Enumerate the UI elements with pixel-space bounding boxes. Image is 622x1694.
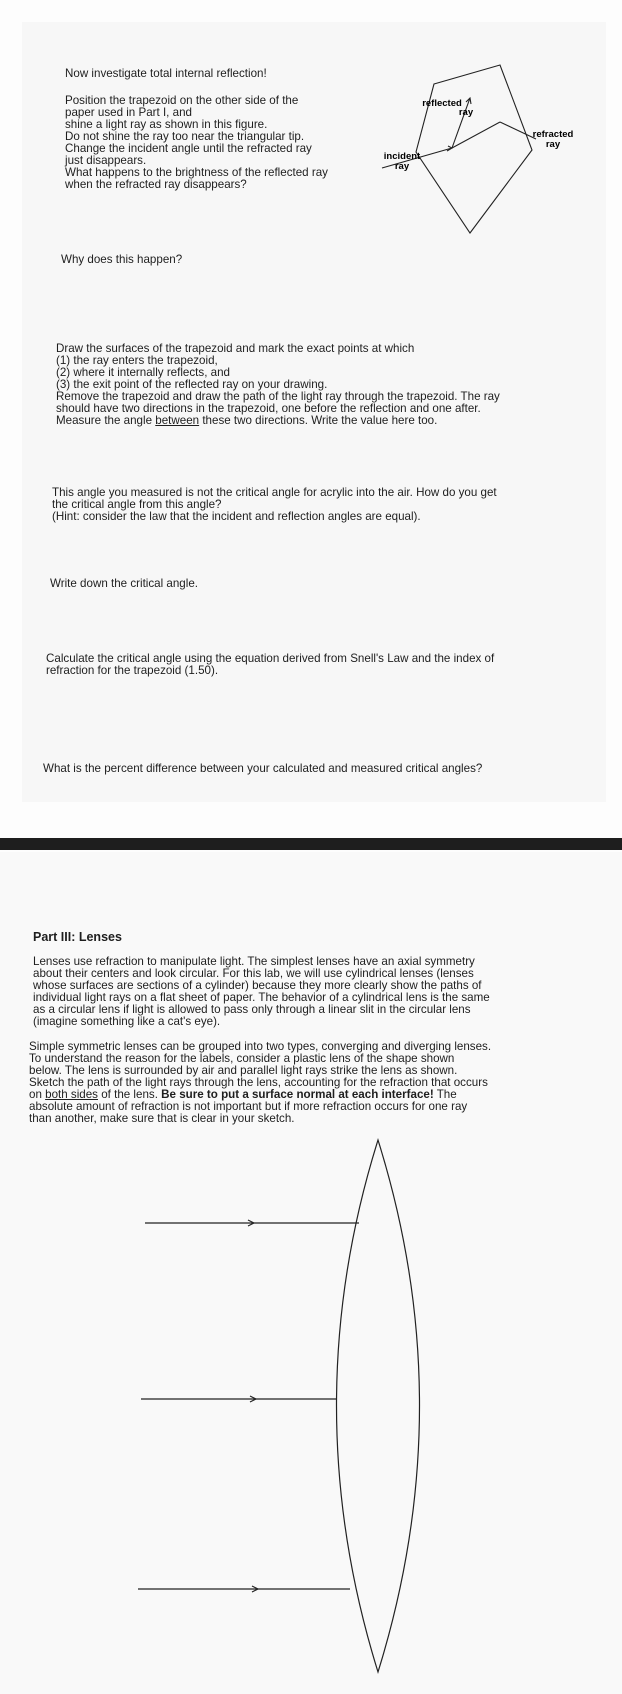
part2-para3-line: (Hint: consider the law that the incident and reflection angles are equal). — [52, 510, 421, 523]
part2-para1-line: just disappears. — [65, 154, 147, 167]
part2-para3-line: the critical angle from this angle? — [52, 498, 222, 511]
part2-para1-line: Position the trapezoid on the other side of the — [65, 94, 299, 107]
question-percent-difference: What is the percent difference between your calculated and measured critical angles? — [43, 762, 483, 775]
part2-para3-line: This angle you measured is not the critical angle for acrylic into the air. How do you get — [52, 486, 497, 499]
part3-para2-line: absolute amount of refraction is not important but if more refraction occurs for one ray — [29, 1100, 468, 1113]
question-why: Why does this happen? — [61, 253, 183, 266]
reflected-label: reflected — [422, 98, 462, 109]
part3-heading: Part III: Lenses — [33, 930, 122, 944]
incident-ray-label: ray — [394, 161, 410, 172]
biconvex-lens-shape — [337, 1140, 420, 1672]
part3-para1-line: Lenses use refraction to manipulate light. The simplest lenses have an axial symmetry — [33, 955, 475, 968]
text-span: on — [29, 1088, 46, 1101]
part2-para2-line: Draw the surfaces of the trapezoid and mark the exact points at which — [56, 342, 415, 355]
part2-para1-line: paper used in Part I, and — [65, 106, 192, 119]
part3-para1-line: individual light rays on a flat sheet of paper. The behavior of a cylindrical lens is the same — [33, 991, 490, 1004]
part2-para1-line: Change the incident angle until the refracted ray — [65, 142, 312, 155]
part2-para2-line: Remove the trapezoid and draw the path of the light ray through the trapezoid. The ray — [56, 390, 500, 403]
underlined-words: both sides — [45, 1088, 98, 1101]
part2-para1-line: Do not shine the ray too near the triangular tip. — [65, 130, 305, 143]
part3-para1-line: whose surfaces are sections of a cylinder) because they more clearly show the paths of — [33, 979, 482, 992]
part3-para2-line: Sketch the path of the light rays through the lens, accounting for the refraction that occurs — [29, 1076, 488, 1089]
refracted-ray-label: ray — [545, 139, 561, 150]
part3-para2-line: To understand the reason for the labels, consider a plastic lens of the shape shown — [29, 1052, 455, 1065]
refracted-label: refracted — [532, 129, 574, 140]
part2-para4-line: refraction for the trapezoid (1.50). — [46, 664, 219, 677]
text-span: Measure the angle — [56, 414, 156, 427]
part3-para1-line: as a circular lens if light is allowed to pass only through a linear slit in the circular lens — [33, 1003, 471, 1016]
underlined-word: between — [155, 414, 200, 427]
part2-para2-line: should have two directions in the trapezoid, one before the reflection and one after. — [56, 402, 481, 415]
part3-para2-line: below. The lens is surrounded by air and parallel light rays strike the lens as shown. — [29, 1064, 458, 1077]
text-span: The — [433, 1088, 457, 1101]
part2-para2-line: (1) the ray enters the trapezoid, — [56, 354, 218, 367]
incident-label: incident — [383, 151, 421, 162]
part3-para1-line: about their centers and look circular. For this lab, we will use cylindrical lenses (lenses — [33, 967, 474, 980]
reflected-ray-label: ray — [458, 107, 474, 118]
part2-para1-line: What happens to the brightness of the reflected ray — [65, 166, 328, 179]
part3-para2-line: Simple symmetric lenses can be grouped into two types, converging and diverging lenses. — [29, 1040, 492, 1053]
part2-para4-line: Calculate the critical angle using the equation derived from Snell's Law and the index of — [46, 652, 495, 665]
part2-para2-line: (3) the exit point of the reflected ray on your drawing. — [56, 378, 328, 391]
part3-para1-line: (imagine something like a cat's eye). — [33, 1015, 221, 1028]
part2-intro: Now investigate total internal reflection! — [65, 67, 267, 80]
part2-para1-line: shine a light ray as shown in this figure. — [65, 118, 268, 131]
part3-para2-line: than another, make sure that is clear in your sketch. — [29, 1112, 295, 1125]
bold-instruction: Be sure to put a surface normal at each interface! — [161, 1088, 434, 1101]
text-span: of the lens. — [97, 1088, 162, 1101]
text-span: these two directions. Write the value here too. — [199, 414, 438, 427]
part2-para1-line: when the refracted ray disappears? — [65, 178, 247, 191]
question-critical-angle: Write down the critical angle. — [50, 577, 198, 590]
part2-para2-line: (2) where it internally reflects, and — [56, 366, 230, 379]
